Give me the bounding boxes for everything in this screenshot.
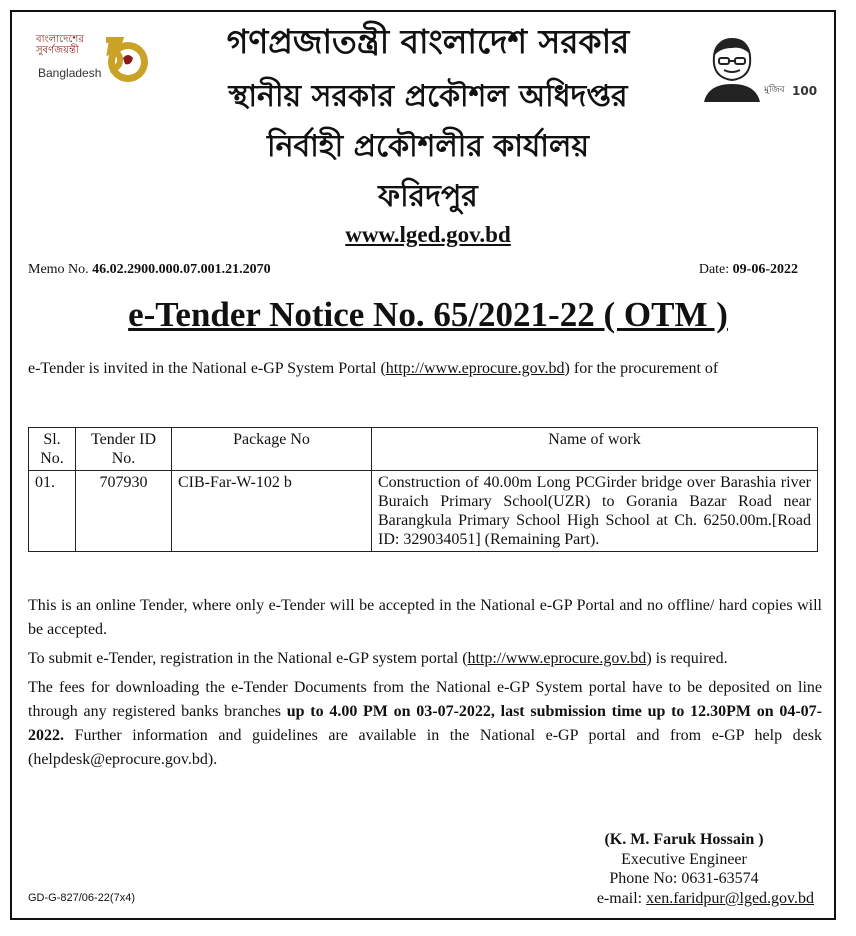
header-name-of-work: Name of work (372, 428, 818, 471)
notice-title: e-Tender Notice No. 65/2021-22 ( OTM ) (128, 295, 728, 334)
memo-line (28, 262, 271, 278)
signatory-name: (K. M. Faruk Hossain ) (604, 831, 764, 848)
fees-paragraph (28, 676, 822, 772)
fees-deadline: up to 4.00 PM on 03-07-2022, last submission time up to 12.30PM on 04-07-2022. (28, 703, 823, 744)
fees-text-2: Further information and guidelines are available in the National e-GP portal and from e-GP help desk (helpdesk@eprocure.gov.bd). (28, 727, 822, 768)
intro-text-before: e-Tender is invited in the National e-GP System Portal ( (28, 360, 386, 377)
eprocure-link-2[interactable]: http://www.eprocure.gov.bd (467, 650, 647, 667)
date-label: Date: (698, 262, 730, 277)
signatory-title: Executive Engineer (621, 850, 747, 868)
date-line (699, 262, 798, 278)
header-tender-id: Tender ID No. (76, 428, 172, 471)
jubilee-logo-text: বাংলাদেশের সুবর্ণজয়ন্তী (36, 34, 84, 56)
cell-sl-no: 01. (29, 471, 76, 552)
jubilee-logo-word: Bangladesh (38, 66, 102, 80)
registration-paragraph (28, 647, 822, 671)
intro-text-after: ) for the procurement of (564, 360, 719, 377)
cell-name-of-work: Construction of 40.00m Long PCGirder bridge over Barashia river Buraich Primary School(UZR) to Gorania Bazar Road near Barangkula Primary School High School at Ch. 6250.00m.[Road ID: 329034051] (Remaining Part). (372, 471, 818, 552)
date-value: 09-06-2022 (732, 262, 798, 277)
header-sl-no: Sl. No. (29, 428, 76, 471)
signatory-phone: Phone No: 0631-63574 (609, 870, 759, 887)
cell-tender-id: 707930 (76, 471, 172, 552)
website-link[interactable]: www.lged.gov.bd (345, 222, 511, 247)
signature-block (554, 830, 814, 908)
table-header-row (29, 428, 818, 471)
eprocure-link[interactable]: http://www.eprocure.gov.bd (385, 360, 565, 377)
signatory-email-line (554, 889, 814, 909)
registration-text-after: ) is required. (646, 650, 728, 667)
online-tender-paragraph: This is an online Tender, where only e-Tender will be accepted in the National e-GP Portal and no offline/ hard copies will be accepted. (28, 597, 822, 638)
memo-label: Memo No. (28, 262, 89, 277)
district-heading: ফরিদপুর (378, 179, 478, 214)
department-heading: স্থানীয় সরকার প্রকৌশল অধিদপ্তর (228, 79, 628, 114)
signatory-email[interactable]: xen.faridpur@lged.gov.bd (646, 889, 814, 907)
fees-text-1: The fees for downloading the e-Tender Documents from the National e-GP System portal have to be deposited on line through any registered banks branches (28, 679, 822, 720)
government-heading: গণপ্রজাতন্ত্রী বাংলাদেশ সরকার (226, 22, 630, 61)
tender-table (28, 427, 818, 552)
cell-package-no: CIB-Far-W-102 b (172, 471, 372, 552)
registration-text-before: To submit e-Tender, registration in the National e-GP system portal ( (28, 650, 468, 667)
mujib-count: 100 (792, 84, 818, 98)
reference-code: GD-G-827/06-22(7x4) (28, 892, 135, 904)
mujib-label: মুজিব (764, 85, 785, 95)
memo-number: 46.02.2900.000.07.001.21.2070 (92, 262, 271, 277)
email-label: e-mail: (596, 889, 647, 907)
table-row (29, 471, 818, 552)
intro-paragraph (28, 354, 822, 383)
office-heading: নির্বাহী প্রকৌশলীর কার্যালয় (266, 129, 590, 164)
header-package-no: Package No (172, 428, 372, 471)
